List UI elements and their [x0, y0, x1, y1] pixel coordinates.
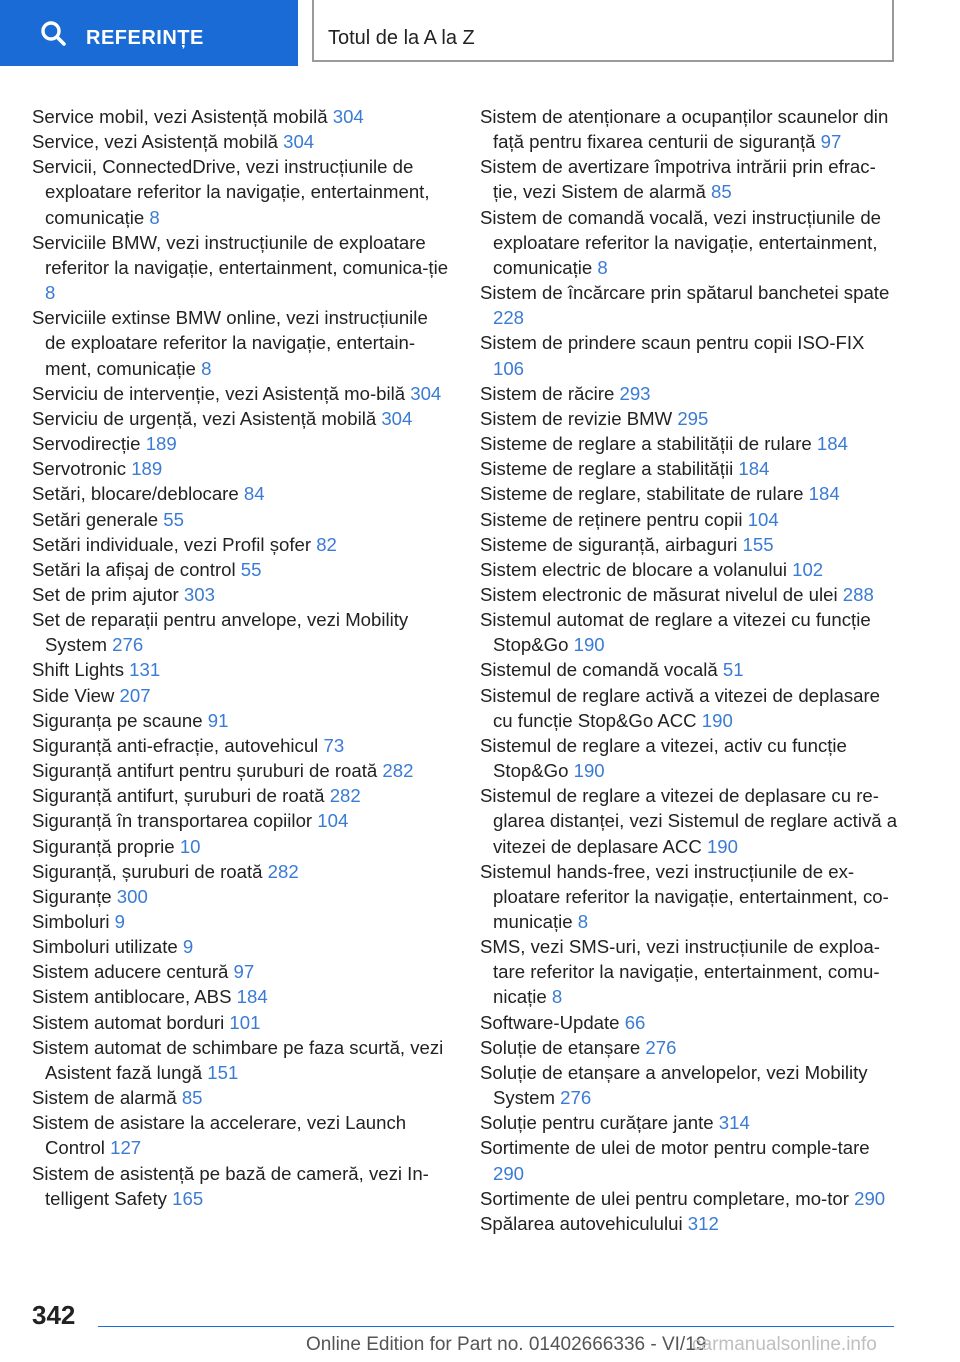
index-entry-page-link[interactable]: 131 [129, 659, 161, 681]
index-entry-text: Sistem de atenționare a ocupanților scaunelor din față pentru fixarea centurii de siguranță [480, 106, 889, 153]
index-entry-page-link[interactable]: 10 [179, 835, 201, 857]
index-entry-page-link[interactable]: 8 [45, 282, 56, 304]
index-entry-page-link[interactable]: 295 [677, 407, 709, 429]
index-entry [32, 1085, 452, 1110]
index-entry-text: Sisteme de reglare, stabilitate de rulare [480, 483, 809, 505]
index-entry-page-link[interactable]: 184 [236, 986, 268, 1008]
index-entry [480, 1035, 900, 1060]
index-entry-page-link[interactable]: 66 [624, 1011, 646, 1033]
index-entry-page-link[interactable]: 127 [110, 1137, 142, 1159]
index-entry-page-link[interactable]: 73 [323, 734, 345, 756]
index-entry-page-link[interactable]: 8 [201, 357, 212, 379]
index-entry-text: Sisteme de reglare a stabilității de rulare [480, 433, 817, 455]
index-entry-text: Sistemul de reglare a vitezei, activ cu funcție Stop&Go [480, 734, 847, 782]
index-entry [32, 230, 452, 305]
index-entry-text: Sistemul hands-free, vezi instrucțiunile de ex‐ploatare referitor la navigație, entertainment, co‐municație [480, 860, 889, 932]
index-entry-page-link[interactable]: 55 [240, 558, 262, 580]
index-entry-text: Serviciile BMW, vezi instrucțiunile de exploatare referitor la navigație, entertainment, comunica‐ție [32, 231, 449, 278]
index-entry-page-link[interactable]: 207 [119, 684, 151, 706]
index-entry-text: Sistemul de reglare a vitezei de deplasare cu re‐glarea distanței, vezi Sistemul de reglare activă a vitezei de deplasare ACC [480, 785, 898, 857]
index-entry-page-link[interactable]: 104 [747, 508, 779, 530]
index-entry-text: Siguranță proprie [32, 835, 180, 857]
index-entry-page-link[interactable]: 51 [722, 659, 744, 681]
index-entry-text: Shift Lights [32, 659, 130, 681]
index-entry [32, 783, 452, 808]
index-entry-text: Serviciile extinse BMW online, vezi instrucțiunile de exploatare referitor la navigație, entertain‐ment, comunicație [32, 307, 428, 379]
index-entry [32, 406, 452, 431]
index-entry [480, 557, 900, 582]
index-entry-text: Spălarea autovehiculului [480, 1212, 688, 1234]
index-entry-text: Siguranța pe scaune [32, 709, 208, 731]
footer-divider [98, 1326, 894, 1327]
edition-text: Online Edition for Part no. 01402666336 - VI/19 [306, 1334, 707, 1355]
index-entry [32, 129, 452, 154]
index-entry-text: Sistem automat borduri [32, 1011, 230, 1033]
index-entry-text: Servodirecție [32, 433, 146, 455]
index-entry-text: Servotronic [32, 458, 132, 480]
index-entry-page-link[interactable]: 97 [820, 131, 842, 153]
index-entry [480, 1186, 900, 1211]
header [0, 0, 960, 66]
index-entry-page-link[interactable]: 190 [701, 709, 733, 731]
index-column-right [480, 104, 900, 1236]
index-entry-text: Soluție de etanșare a anvelopelor, vezi Mobility System [480, 1061, 868, 1109]
index-entry-page-link[interactable]: 155 [742, 533, 774, 555]
index-entry [480, 205, 900, 280]
index-entry-page-link[interactable]: 9 [182, 936, 194, 958]
index-entry [32, 1035, 452, 1085]
index-entry [32, 1110, 452, 1160]
index-entry-page-link[interactable]: 8 [577, 911, 589, 932]
index-entry [32, 305, 452, 380]
index-entry-page-link[interactable]: 102 [792, 558, 824, 580]
index-entry-text: Soluție de etanșare [480, 1036, 646, 1058]
index-entry [480, 783, 900, 858]
index-entry [32, 859, 452, 884]
index-entry-text: Sistemul automat de reglare a vitezei cu funcție Stop&Go [480, 609, 871, 656]
references-tab[interactable] [0, 0, 298, 66]
index-entry [480, 657, 900, 682]
index-entry [32, 104, 452, 129]
index-entry [32, 381, 452, 406]
index-entry-page-link[interactable]: 282 [382, 760, 414, 782]
index-entry-text: Sistem de prindere scaun pentru copii ISO‐FIX [480, 332, 865, 354]
index-entry-text: Serviciu de intervenție, vezi Asistență mo‐bilă [32, 382, 411, 404]
index-entry-page-link[interactable]: 85 [711, 181, 732, 203]
index-entry-text: Setări individuale, vezi Profil șofer [32, 533, 317, 555]
index-entry-text: Sistem electronic de măsurat nivelul de ulei [480, 583, 843, 605]
index-entry-page-link[interactable]: 106 [493, 357, 525, 379]
index-entry-text: Sistem electric de blocare a volanului [480, 558, 793, 580]
index-entry-text: Sistem de alarmă [32, 1087, 182, 1109]
index-entry [480, 1110, 900, 1135]
index-entry-page-link[interactable]: 190 [573, 760, 605, 782]
index-entry-page-link[interactable]: 82 [316, 533, 337, 555]
index-entry-text: Sistem de încărcare prin spătarul banchetei spate [480, 282, 890, 304]
index-entry-page-link[interactable]: 189 [131, 458, 163, 480]
index-entry-page-link[interactable]: 304 [332, 106, 364, 127]
index-entry [480, 683, 900, 733]
index-entry-text: Siguranță, șuruburi de roată [32, 860, 268, 882]
index-entry-text: Simboluri [32, 911, 115, 932]
index-entry [32, 909, 452, 934]
index-entry [480, 582, 900, 607]
index-entry-page-link[interactable]: 312 [687, 1212, 719, 1234]
a-to-z-tab-label: Totul de la A la Z [328, 27, 475, 49]
index-entry [32, 959, 452, 984]
index-entry [480, 456, 900, 481]
index-entry [480, 1211, 900, 1236]
index-entry-page-link[interactable]: 85 [181, 1087, 203, 1109]
index-entry [480, 1135, 900, 1185]
index-entry-text: Setări generale [32, 508, 164, 530]
index-entry-text: Sistem de răcire [480, 382, 620, 404]
index-entry-page-link[interactable]: 300 [116, 885, 148, 907]
index-entry-text: Servicii, ConnectedDrive, vezi instrucțiunile de exploatare referitor la navigație, entertainment, comunicație [32, 156, 430, 228]
index-entry [32, 154, 452, 229]
index-entry-page-link[interactable]: 189 [145, 433, 177, 455]
index-entry-text: Sistemul de comandă vocală [480, 659, 723, 681]
index-entry-page-link[interactable]: 8 [149, 206, 160, 228]
index-entry-page-link[interactable]: 276 [645, 1036, 677, 1058]
index-entry [480, 1010, 900, 1035]
index-entry-page-link[interactable]: 8 [551, 986, 563, 1008]
index-entry-text: Sistem antiblocare, ABS [32, 986, 237, 1008]
index-entry-text: Side View [32, 684, 120, 706]
index-entry-page-link[interactable]: 184 [816, 433, 848, 455]
search-icon [40, 20, 66, 46]
index-entry [480, 733, 900, 783]
index-entry-text: Software-Update [480, 1011, 625, 1033]
index-entry [480, 431, 900, 456]
index-entry [32, 481, 452, 506]
index-entry-text: Sistem de asistență pe bază de cameră, vezi In‐telligent Safety [32, 1162, 429, 1209]
a-to-z-tab[interactable] [312, 0, 894, 62]
index-entry-text: Sistem aducere centură [32, 961, 234, 983]
index-entry [480, 532, 900, 557]
index-entry [32, 431, 452, 456]
index-entry [480, 859, 900, 934]
index-entry [480, 104, 900, 154]
watermark: carmanualsonline.info [692, 1334, 877, 1355]
index-entry-text: Sistem automat de schimbare pe faza scurtă, vezi Asistent fază lungă [32, 1036, 444, 1083]
index-entry [32, 507, 452, 532]
index-entry-text: Sisteme de reglare a stabilității [480, 458, 739, 480]
index-entry-page-link[interactable]: 97 [233, 961, 255, 983]
index-entry [32, 456, 452, 481]
index-entry-text: Sortimente de ulei pentru completare, mo‐tor [480, 1187, 855, 1209]
index-entry-page-link[interactable]: 282 [329, 785, 361, 807]
index-entry-page-link[interactable]: 276 [560, 1087, 592, 1109]
index-entry-page-link[interactable]: 91 [207, 709, 229, 731]
references-tab-label: REFERINȚE [86, 27, 204, 49]
index-entry [32, 934, 452, 959]
index-entry [32, 834, 452, 859]
index-entry [32, 733, 452, 758]
index-entry [32, 557, 452, 582]
index-column-left [32, 104, 452, 1211]
index-entry [32, 1161, 452, 1211]
index-entry-page-link[interactable]: 9 [114, 911, 126, 932]
index-entry-text: Siguranțe [32, 885, 117, 907]
index-entry-page-link[interactable]: 184 [808, 483, 840, 505]
index-entry [480, 607, 900, 657]
index-entry [32, 532, 452, 557]
index-entry-text: Service, vezi Asistență mobilă [32, 131, 284, 153]
index-entry [32, 884, 452, 909]
index-entry [480, 481, 900, 506]
index-entry-text: Sistemul de reglare activă a vitezei de deplasare cu funcție Stop&Go ACC [480, 684, 880, 731]
index-entry-page-link[interactable]: 8 [597, 256, 608, 278]
index-entry-page-link[interactable]: 304 [381, 407, 413, 429]
index-entry [480, 406, 900, 431]
index-entry [480, 154, 900, 204]
index-entry-page-link[interactable]: 190 [573, 634, 605, 656]
index-entry-text: Simboluri utilizate [32, 936, 183, 958]
index-entry-page-link[interactable]: 101 [229, 1011, 261, 1033]
index-entry [32, 708, 452, 733]
index-entry-page-link[interactable]: 290 [854, 1187, 886, 1209]
index-entry-text: SMS, vezi SMS-uri, vezi instrucțiunile de exploa‐tare referitor la navigație, entertainment, comu‐nicație [480, 936, 880, 1008]
index-entry-page-link[interactable]: 314 [718, 1112, 750, 1134]
index-entry [480, 330, 900, 380]
index-entry-text: Set de prim ajutor [32, 583, 184, 605]
index-entry-page-link[interactable]: 84 [243, 483, 265, 505]
index-entry-page-link[interactable]: 290 [493, 1162, 525, 1184]
index-entry [32, 607, 452, 657]
index-entry [32, 657, 452, 682]
index-entry [480, 381, 900, 406]
index-entry-page-link[interactable]: 165 [172, 1187, 204, 1209]
index-entry-text: Sistem de revizie BMW [480, 407, 678, 429]
index-entry-text: Sisteme de reținere pentru copii [480, 508, 748, 530]
index-entry-text: Service mobil, vezi Asistență mobilă [32, 106, 333, 127]
index-entry [32, 582, 452, 607]
index-entry-text: Soluție pentru curățare jante [480, 1112, 719, 1134]
index-entry-text: Siguranță antifurt pentru șuruburi de roată [32, 760, 383, 782]
index-entry-text: Sistem de comandă vocală, vezi instrucțiunile de exploatare referitor la navigație, entertainment, comunicație [480, 206, 882, 278]
index-entry-page-link[interactable]: 104 [317, 810, 349, 832]
index-entry [480, 280, 900, 330]
index-entry-text: Setări, blocare/deblocare [32, 483, 244, 505]
index-entry-page-link[interactable]: 276 [112, 634, 144, 656]
index-entry-text: Sistem de asistare la accelerare, vezi Launch Control [32, 1112, 407, 1159]
index-entry-page-link[interactable]: 190 [706, 835, 738, 857]
index-entry [32, 1010, 452, 1035]
index-entry-text: Sistem de avertizare împotriva intrării prin efrac‐ție, vezi Sistem de alarmă [480, 156, 876, 203]
index-entry [480, 507, 900, 532]
index-entry-text: Siguranță antifurt, șuruburi de roată [32, 785, 330, 807]
index-entry-page-link[interactable]: 293 [619, 382, 651, 404]
index-entry-page-link[interactable]: 228 [493, 307, 525, 329]
index-entry-page-link[interactable]: 55 [163, 508, 184, 530]
index-entry-text: Siguranță în transportarea copiilor [32, 810, 318, 832]
index-entry [32, 758, 452, 783]
index-entry-page-link[interactable]: 303 [183, 583, 215, 605]
index-entry-page-link[interactable]: 304 [283, 131, 315, 153]
page-number: 342 [32, 1300, 76, 1330]
index-entry-text: Setări la afișaj de control [32, 558, 241, 580]
index-entry [480, 1060, 900, 1110]
index-entry [32, 984, 452, 1009]
index-entry-text: Siguranță anti-efracție, autovehicul [32, 734, 324, 756]
index-entry [480, 934, 900, 1009]
index-entry [32, 683, 452, 708]
index-entry-text: Sortimente de ulei de motor pentru comple‐tare [480, 1137, 870, 1159]
index-entry-page-link[interactable]: 288 [842, 583, 874, 605]
index-entry-page-link[interactable]: 151 [207, 1061, 239, 1083]
index-entry-text: Serviciu de urgență, vezi Asistență mobilă [32, 407, 382, 429]
index-entry [32, 808, 452, 833]
index-entry-page-link[interactable]: 184 [738, 458, 770, 480]
index-entry-page-link[interactable]: 282 [267, 860, 299, 882]
index-entry-text: Sisteme de siguranță, airbaguri [480, 533, 743, 555]
index-entry-text: Set de reparații pentru anvelope, vezi Mobility System [32, 609, 409, 656]
index-entry-page-link[interactable]: 304 [410, 382, 442, 404]
